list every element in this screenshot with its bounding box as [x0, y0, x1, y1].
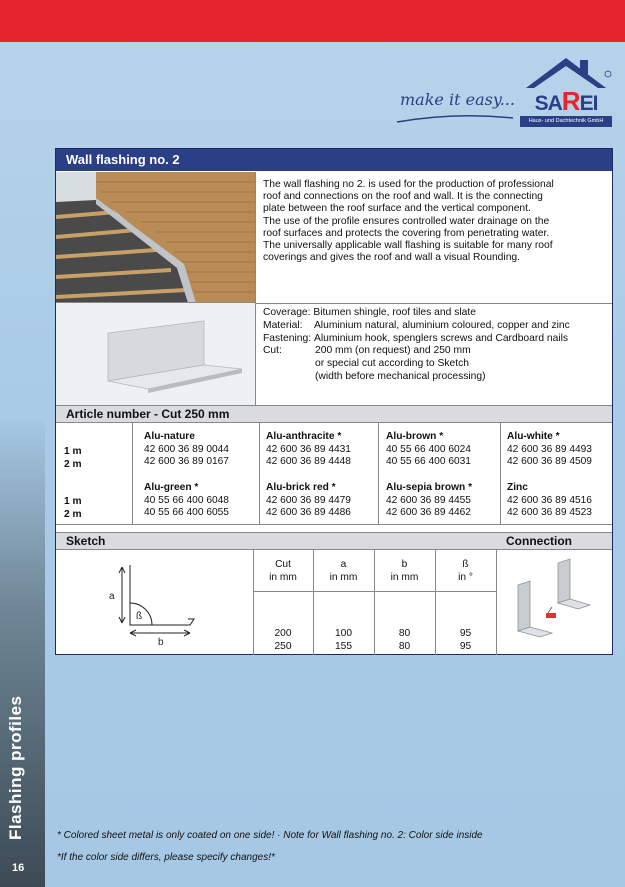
length-labels [64, 496, 82, 521]
description-line: The universally applicable wall flashing is suitable for many roof [263, 240, 553, 252]
article-cell [507, 482, 592, 520]
dimension-column [253, 559, 313, 653]
column-divider [500, 422, 501, 524]
column-value: 80 [398, 640, 411, 652]
divider [56, 549, 612, 550]
product-image [56, 303, 256, 405]
column-value: 80 [398, 628, 411, 639]
article-number: 42 600 36 89 4431 [266, 443, 351, 455]
article-number: 40 55 66 400 6048 [144, 494, 229, 506]
article-number: 42 600 36 89 4479 [266, 494, 351, 506]
spec-value: (width before mechanical processing) [315, 370, 486, 382]
spec-value: Aluminium natural, aluminium coloured, copper and zinc [313, 319, 570, 331]
description-line: plate between the roof surface and the vertical component. [263, 203, 531, 215]
spec-value: Aluminium hook, spenglers screws and Cardboard nails [313, 332, 569, 344]
spec-label: Material: [263, 319, 303, 331]
roof-wall-photo-icon [56, 172, 256, 303]
page-number: 16 [12, 862, 25, 874]
product-sheet [55, 148, 613, 655]
length-2m: 2 m [64, 508, 82, 520]
article-name: Alu-brick red * [266, 482, 336, 493]
sketch-label-b: b [158, 637, 164, 648]
description-line: roof surfaces and protects the covering from penetrating water. [263, 227, 550, 239]
article-cell [507, 431, 592, 469]
article-number: 40 55 66 400 6055 [144, 507, 229, 518]
dimension-column [435, 559, 496, 653]
logo-word: SAREI [534, 86, 598, 116]
column-unit: in mm [269, 571, 297, 583]
column-header: b [401, 559, 408, 570]
article-section-head [56, 405, 612, 422]
dimension-column [374, 559, 435, 653]
length-1m: 1 m [64, 446, 82, 457]
article-number: 42 600 36 89 4509 [507, 456, 592, 467]
column-value: 155 [335, 640, 352, 652]
article-cell [144, 482, 229, 520]
footnote-2: *If the color side differs, please specify changes!* [57, 852, 275, 863]
article-number: 42 600 36 89 4493 [507, 443, 592, 455]
spec-label: Fastening: [263, 332, 312, 344]
connection-diagram [508, 555, 608, 651]
article-name: Alu-white * [507, 431, 560, 442]
article-cell [266, 482, 351, 520]
column-value: 95 [459, 640, 472, 652]
column-value: 250 [274, 640, 292, 652]
column-divider [378, 422, 379, 524]
article-cell [144, 431, 229, 469]
description-line: coverings and gives the roof and wall a visual Rounding. [263, 252, 521, 264]
spec-value: or special cut according to Sketch [315, 358, 469, 370]
column-divider [259, 422, 260, 524]
column-value: 200 [274, 628, 292, 639]
article-number: 42 600 36 89 0044 [144, 443, 229, 455]
connection-heading: Connection [506, 534, 572, 548]
footnote-1: * Colored sheet metal is only coated on one side! · Note for Wall flashing no. 2: Color side inside [57, 830, 483, 841]
article-number: 42 600 36 89 4486 [266, 507, 351, 518]
product-specs [263, 307, 608, 384]
article-number: 42 600 36 89 0167 [144, 456, 229, 467]
product-description [263, 179, 608, 264]
column-header: ß [462, 559, 469, 570]
slogan-swoosh-icon [395, 112, 515, 126]
spec-label: Coverage: [263, 307, 311, 318]
article-heading: Article number - Cut 250 mm [66, 407, 230, 421]
article-name: Alu-brown * [386, 431, 444, 442]
spec-value: Bitumen shingle, roof tiles and slate [313, 307, 476, 318]
installation-photo [56, 172, 256, 303]
column-header: Cut [275, 559, 291, 570]
article-number: 42 600 36 89 4523 [507, 507, 592, 518]
article-name: Alu-anthracite * [266, 431, 342, 442]
article-number: 42 600 36 89 4448 [266, 456, 351, 467]
article-name: Alu-green * [144, 482, 199, 493]
length-1m: 1 m [64, 496, 82, 507]
article-cell [386, 482, 472, 520]
column-value: 95 [459, 628, 472, 639]
sketch-label-a: a [109, 591, 115, 602]
article-number: 40 55 66 400 6024 [386, 443, 471, 455]
article-cell [386, 431, 471, 469]
article-number: 42 600 36 89 4455 [386, 494, 471, 506]
sketch-section-head [56, 532, 612, 549]
slogan: make it easy... [400, 90, 515, 109]
article-name: Alu-nature [144, 431, 195, 442]
divider [56, 532, 612, 533]
divider [56, 524, 612, 525]
divider [56, 422, 612, 423]
divider [56, 405, 612, 406]
article-number: 42 600 36 89 4462 [386, 507, 471, 518]
product-title-bar [56, 149, 612, 171]
column-unit: in ° [458, 571, 473, 583]
length-labels [64, 446, 82, 471]
sketch-heading: Sketch [66, 534, 106, 548]
article-number: 40 55 66 400 6031 [386, 456, 471, 467]
article-number: 42 600 36 89 4516 [507, 494, 592, 506]
column-divider [496, 549, 497, 655]
column-divider [132, 422, 133, 524]
product-title: Wall flashing no. 2 [66, 152, 180, 167]
logo-subtitle: Haus- und Dachtechnik GmbH [520, 116, 612, 127]
sketch-diagram [96, 557, 226, 649]
description-line: The wall flashing no 2. is used for the production of professional [263, 179, 554, 190]
column-header: a [340, 559, 347, 570]
description-line: roof and connections on the roof and wall. It is the connecting [263, 191, 543, 203]
dimension-column [313, 559, 374, 653]
article-name: Zinc [507, 482, 528, 493]
article-name: Alu-sepia brown * [386, 482, 473, 493]
length-2m: 2 m [64, 458, 82, 470]
sketch-label-beta: ß [136, 611, 143, 622]
column-unit: in mm [390, 571, 419, 583]
column-unit: in mm [329, 571, 358, 583]
spec-value: 200 mm (on request) and 250 mm [315, 345, 471, 357]
article-cell [266, 431, 351, 469]
top-red-bar [0, 0, 625, 42]
spec-label: Cut: [263, 345, 282, 357]
flashing-profile-icon [56, 303, 256, 405]
section-title-vertical [6, 800, 26, 840]
sarei-logo [520, 52, 612, 132]
column-value: 100 [335, 628, 352, 639]
description-line: The use of the profile ensures controlled water drainage on the [263, 215, 550, 227]
